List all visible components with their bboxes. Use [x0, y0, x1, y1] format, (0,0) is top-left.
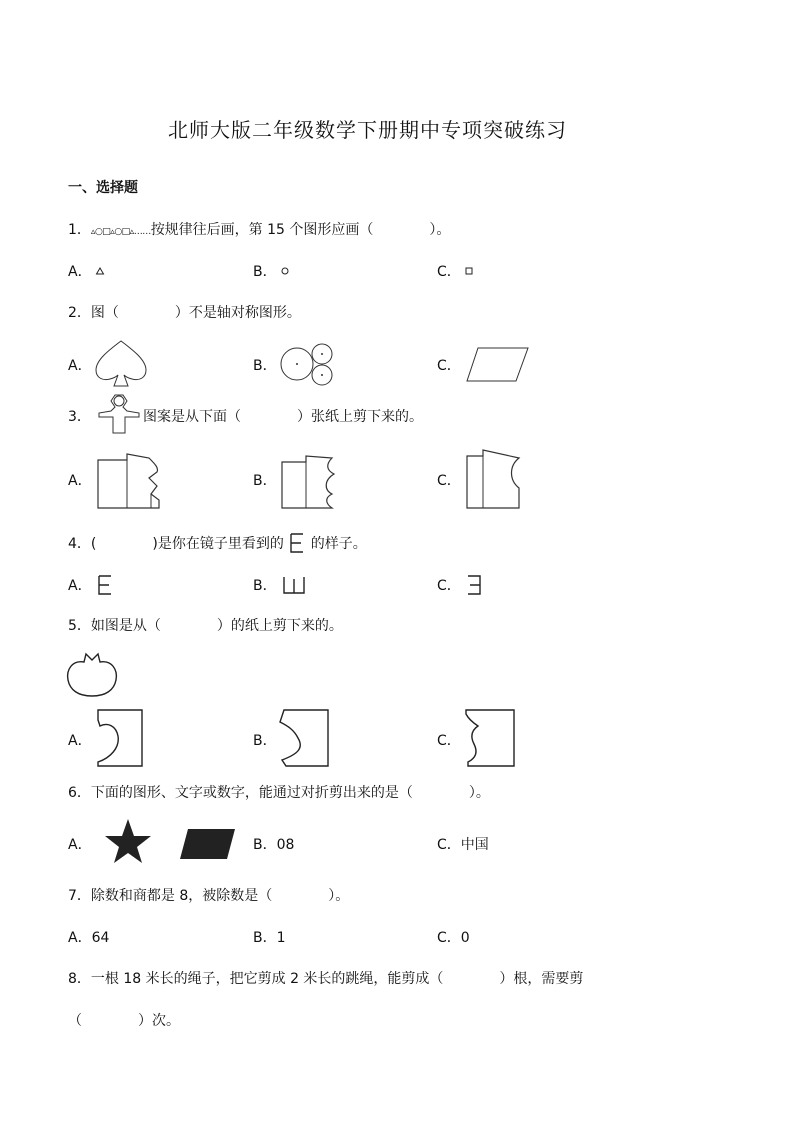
filled-parallelogram-figure — [180, 828, 236, 860]
option-b-label[interactable]: B． — [253, 473, 277, 489]
question-7: 7．除数和商都是 8，被除数是（ ）。 — [68, 888, 350, 904]
square-icon — [465, 267, 473, 275]
cut-paper-a-figure — [94, 708, 144, 768]
glyph-e-figure — [288, 532, 306, 554]
option-b[interactable] — [253, 574, 307, 596]
option-c-label[interactable]: C． — [437, 358, 461, 374]
question-text: 4．( )是你在镜子里看到的 — [68, 536, 284, 552]
option-label: C． — [437, 264, 461, 280]
star-figure — [104, 818, 152, 864]
question-1 — [68, 219, 450, 239]
cut-paper-b-figure — [278, 708, 330, 768]
question-6: 6．下面的图形、文字或数字，能通过对折剪出来的是（ ）。 — [68, 785, 490, 801]
option-c[interactable] — [437, 574, 483, 596]
three-circles-figure — [279, 342, 335, 388]
circle-icon — [281, 267, 289, 275]
option-b[interactable] — [253, 261, 289, 281]
folded-paper-a-figure — [95, 450, 167, 512]
option-c[interactable]: C．中国 — [437, 837, 489, 853]
question-text: 按规律往后画，第 15 个图形应画（ ）。 — [150, 222, 451, 238]
section-heading: 一、选择题 — [68, 180, 138, 196]
option-c-label[interactable]: C． — [437, 733, 461, 749]
option-label: C． — [437, 578, 461, 594]
page-title: 北师大版二年级数学下册期中专项突破练习 — [168, 118, 567, 142]
question-3: 图案是从下面（ ）张纸上剪下来的。 — [143, 409, 423, 425]
apple-shape-figure — [66, 652, 120, 698]
option-c[interactable] — [437, 261, 473, 281]
question-8-line1: 8．一根 18 米长的绳子，把它剪成 2 米长的跳绳，能剪成（ ）根，需要剪 — [68, 971, 584, 987]
option-a-label[interactable]: A． — [68, 733, 92, 749]
glyph-e-option — [96, 574, 114, 596]
option-a-label[interactable]: A． — [68, 837, 92, 853]
parallelogram-figure — [466, 347, 530, 383]
question-2: 2．图（ ）不是轴对称图形。 — [68, 305, 301, 321]
shape-pattern: ▵○□▵○□▵…… — [90, 227, 151, 237]
paper-doll-figure — [95, 393, 143, 435]
option-label: A． — [68, 578, 92, 594]
folded-paper-c-figure — [465, 446, 525, 510]
glyph-rotated-e-option — [281, 574, 307, 596]
option-a[interactable] — [68, 574, 114, 596]
option-label: B． — [253, 578, 277, 594]
question-8-line2: （ ）次。 — [68, 1013, 180, 1029]
cut-paper-c-figure — [462, 708, 516, 768]
option-b-label[interactable]: B． — [253, 358, 277, 374]
heart-leaf-figure — [95, 338, 147, 388]
folded-paper-b-figure — [280, 450, 348, 512]
option-c[interactable]: C．0 — [437, 930, 470, 946]
option-b[interactable]: B．08 — [253, 837, 295, 853]
option-a[interactable] — [68, 261, 104, 281]
option-a-label[interactable]: A． — [68, 358, 92, 374]
question-3-number: 3． — [68, 409, 91, 425]
question-5: 5．如图是从（ ）的纸上剪下来的。 — [68, 618, 343, 634]
question-4 — [68, 532, 367, 554]
option-a-label[interactable]: A． — [68, 473, 92, 489]
option-b-label[interactable]: B． — [253, 733, 277, 749]
option-a[interactable]: A．64 — [68, 930, 110, 946]
option-c-label[interactable]: C． — [437, 473, 461, 489]
option-label: A． — [68, 264, 92, 280]
triangle-icon — [96, 267, 104, 275]
glyph-mirrored-e-option — [465, 574, 483, 596]
question-text-end: 的样子。 — [310, 536, 367, 552]
question-number: 1． — [68, 222, 91, 238]
option-b[interactable]: B．1 — [253, 930, 286, 946]
option-label: B． — [253, 264, 277, 280]
